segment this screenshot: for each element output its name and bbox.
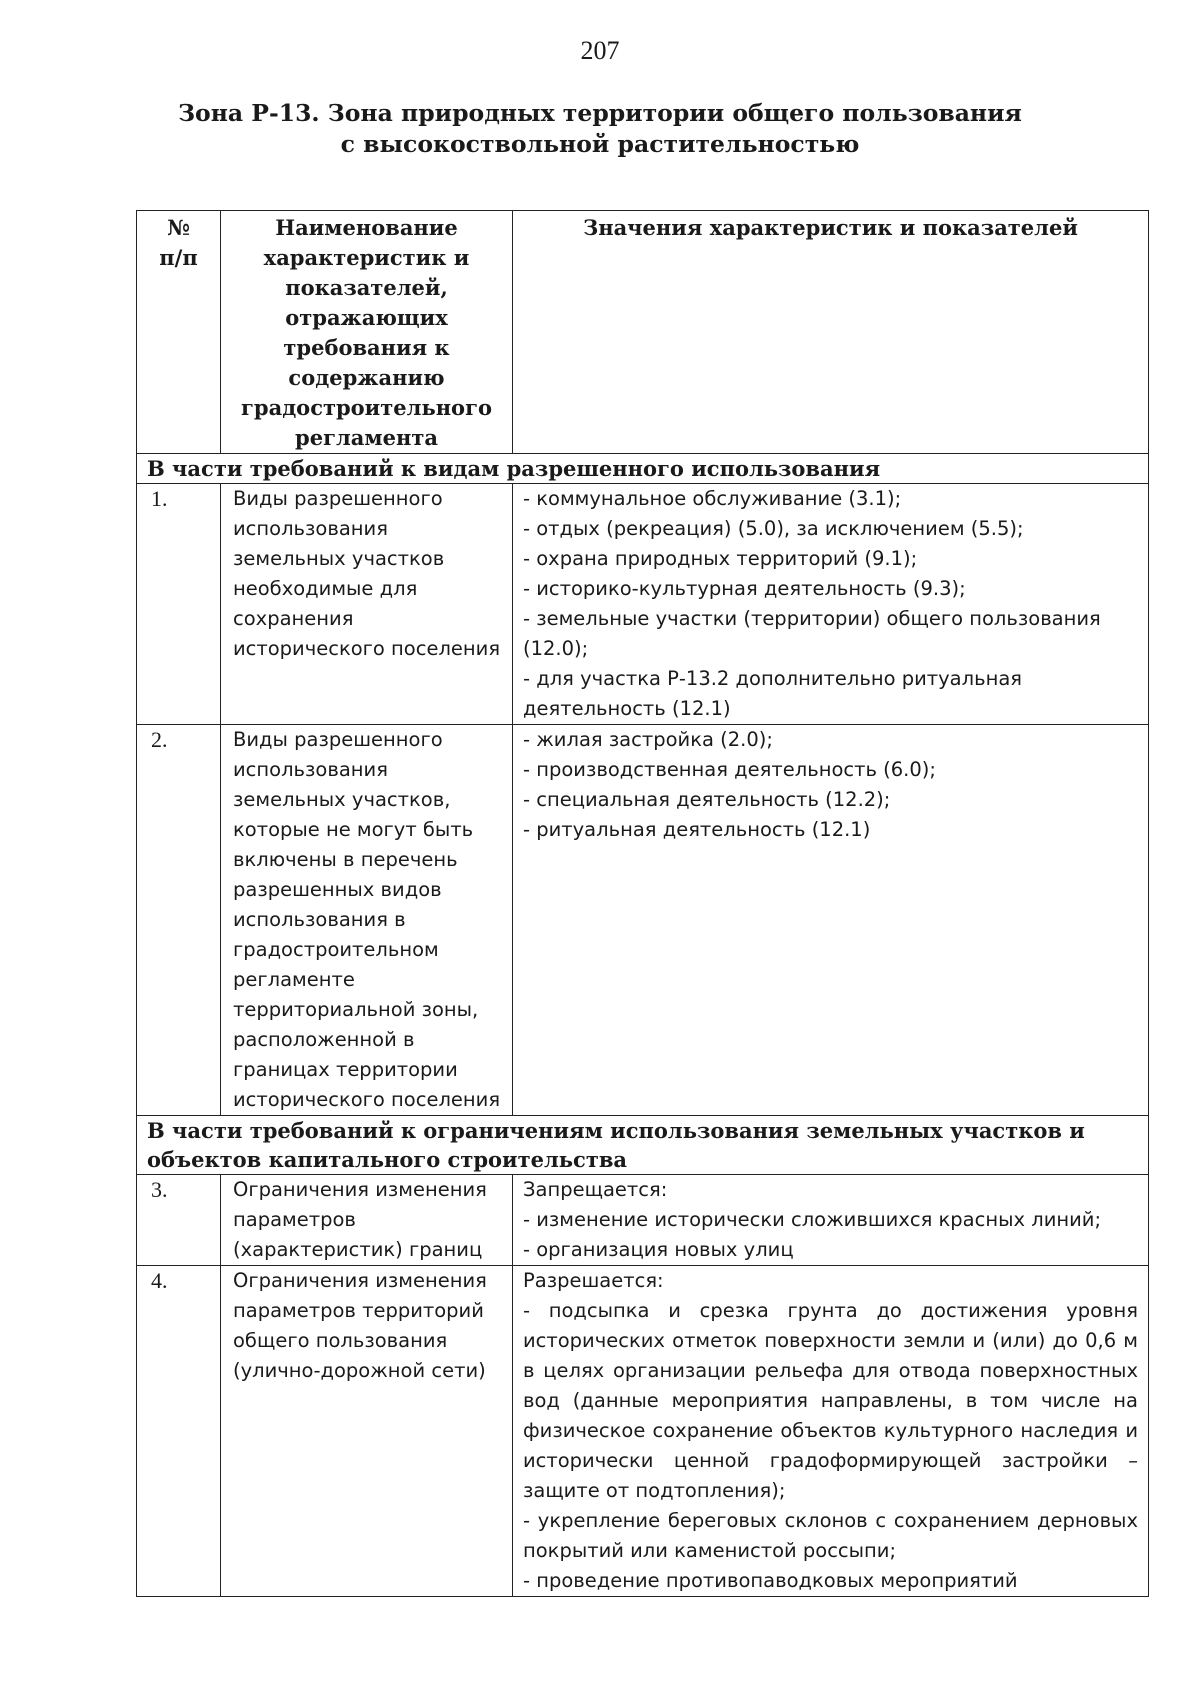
page-number: 207 <box>580 36 620 65</box>
row-values <box>513 1175 1149 1266</box>
regulation-table <box>136 210 1149 1597</box>
table-row <box>137 484 1149 725</box>
value-item: - отдых (рекреация) (5.0), за исключением (5.5); <box>523 517 1024 540</box>
row-num: 2. <box>137 725 221 1116</box>
value-item: - подсыпка и срезка грунта до достижения уровня исторических отметок поверхности земли и (или) до 0,6 м в целях организации рельефа для отвода поверхностных вод (данные мероприятия направлены, в том числе на физическое сохранение объектов культурного наследия и исторически ценной градоформирующей застройки – защите от подтопления); <box>523 1299 1138 1502</box>
section-row <box>137 1116 1149 1175</box>
table-row <box>137 725 1149 1116</box>
value-item: - земельные участки (территории) общего пользования (12.0); <box>523 607 1101 660</box>
row-values <box>513 725 1149 1116</box>
value-item: - изменение исторически сложившихся красных линий; <box>523 1208 1102 1231</box>
page-title <box>0 98 1200 160</box>
row-num: 1. <box>137 484 221 725</box>
value-item: - ритуальная деятельность (12.1) <box>523 818 871 841</box>
row-num: 3. <box>137 1175 221 1266</box>
row-name: Ограничения изменения параметров (характеристик) границ <box>221 1175 513 1266</box>
value-item: - коммунальное обслуживание (3.1); <box>523 487 902 510</box>
value-item: - укрепление береговых склонов с сохранением дерновых покрытий или каменистой россыпи; <box>523 1509 1138 1562</box>
row-values <box>513 484 1149 725</box>
value-item: - проведение противопаводковых мероприятий <box>523 1569 1018 1592</box>
row-name: Виды разрешенного использования земельных участков, которые не могут быть включены в перечень разрешенных видов использования в градостроительном регламенте территориальной зоны, расположенной в границах территории исторического поселения <box>221 725 513 1116</box>
value-item: - производственная деятельность (6.0); <box>523 758 936 781</box>
value-item: - организация новых улиц <box>523 1238 794 1261</box>
title-line-1: Зона Р-13. Зона природных территории общего пользования <box>178 99 1022 127</box>
value-item: Запрещается: <box>523 1178 668 1201</box>
header-values: Значения характеристик и показателей <box>513 211 1149 454</box>
table-row <box>137 1266 1149 1597</box>
section-title: В части требований к видам разрешенного использования <box>137 454 1149 484</box>
section-title: В части требований к ограничениям использования земельных участков и объектов капитального строительства <box>137 1116 1149 1175</box>
value-item: - специальная деятельность (12.2); <box>523 788 891 811</box>
value-item: - жилая застройка (2.0); <box>523 728 773 751</box>
header-num: № п/п <box>137 211 221 454</box>
value-item: - историко-культурная деятельность (9.3); <box>523 577 966 600</box>
row-values <box>513 1266 1149 1597</box>
table-header-row <box>137 211 1149 454</box>
header-name: Наименование характеристик и показателей, отражающих требования к содержанию градостроительного регламента <box>221 211 513 454</box>
table-row <box>137 1175 1149 1266</box>
row-num: 4. <box>137 1266 221 1597</box>
row-name: Ограничения изменения параметров территорий общего пользования (улично-дорожной сети) <box>221 1266 513 1597</box>
value-item: Разрешается: <box>523 1269 664 1292</box>
title-line-2: с высокоствольной растительностью <box>340 130 860 158</box>
row-name: Виды разрешенного использования земельных участков необходимые для сохранения исторического поселения <box>221 484 513 725</box>
section-row <box>137 454 1149 484</box>
value-item: - охрана природных территорий (9.1); <box>523 547 918 570</box>
value-item: - для участка Р-13.2 дополнительно ритуальная деятельность (12.1) <box>523 667 1022 720</box>
